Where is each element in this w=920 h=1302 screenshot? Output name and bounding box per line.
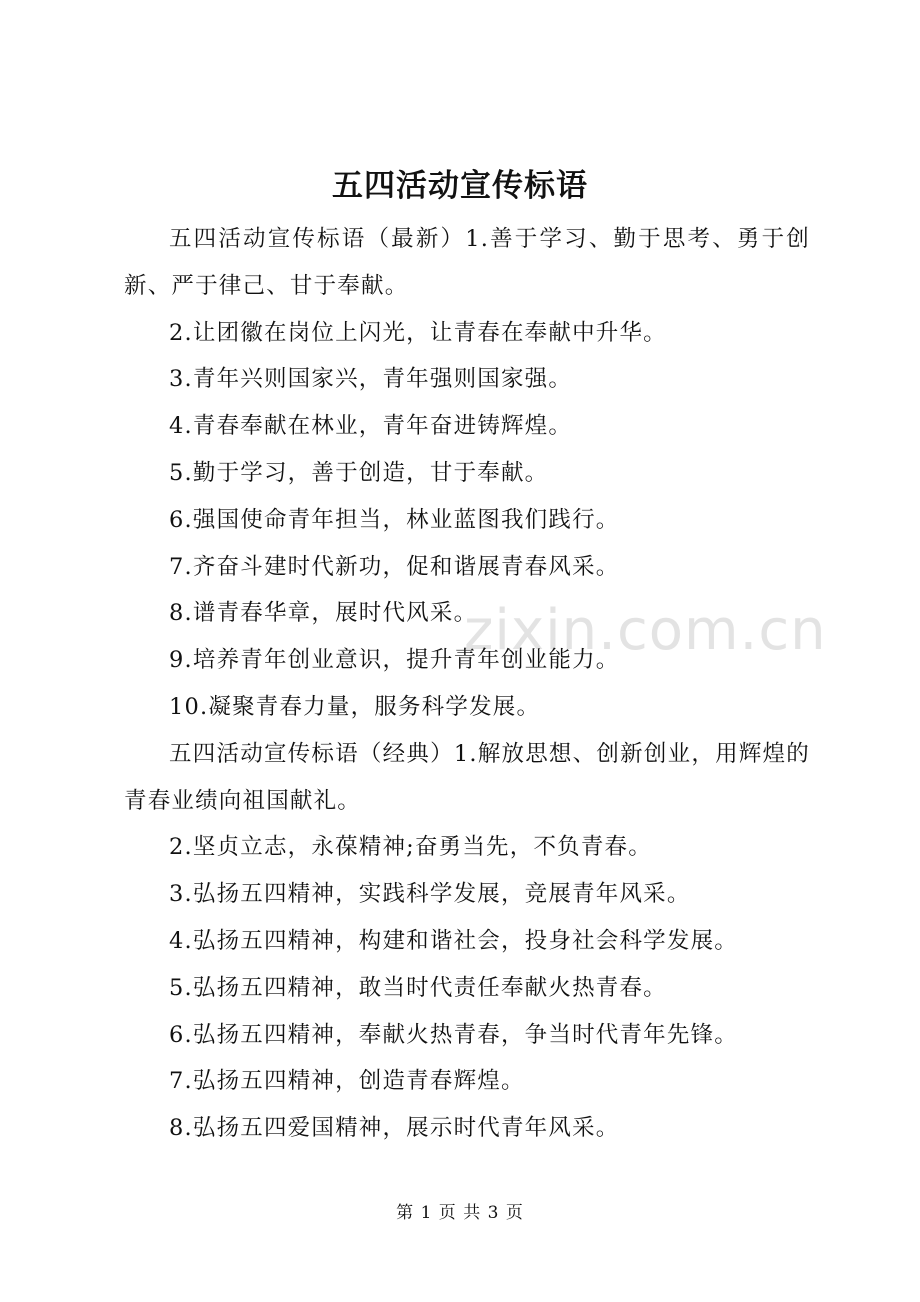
paragraph: 7.弘扬五四精神，创造青春辉煌。 (169, 1068, 525, 1095)
paragraph: 五四活动宣传标语（经典）1.解放思想、创新创业，用辉煌的青春业绩向祖国献礼。 (124, 740, 810, 814)
page-footer: 第 1 页 共 3 页 (396, 1203, 524, 1223)
paragraph: 2.让团徽在岗位上闪光，让青春在奉献中升华。 (169, 319, 667, 346)
paragraph: 6.弘扬五四精神，奉献火热青春，争当时代青年先锋。 (169, 1021, 738, 1048)
paragraph: 8.谱青春华章，展时代风采。 (169, 600, 478, 627)
paragraph: 5.勤于学习，善于创造，甘于奉献。 (169, 459, 549, 486)
paragraph: 7.齐奋斗建时代新功，促和谐展青春风采。 (169, 553, 620, 580)
watermark: zixin.com.cn (464, 598, 827, 663)
paragraph: 4.弘扬五四精神，构建和谐社会，投身社会科学发展。 (169, 927, 738, 954)
paragraph: 9.培养青年创业意识，提升青年创业能力。 (169, 647, 620, 674)
paragraph: 3.青年兴则国家兴，青年强则国家强。 (169, 366, 573, 393)
paragraph: 5.弘扬五四精神，敢当时代责任奉献火热青春。 (169, 974, 667, 1001)
paragraph: 2.坚贞立志，永葆精神;奋勇当先，不负青春。 (169, 834, 652, 861)
document-body (124, 216, 810, 1152)
paragraph: 3.弘扬五四精神，实践科学发展，竞展青年风采。 (169, 881, 691, 908)
paragraph: 8.弘扬五四爱国精神，展示时代青年风采。 (169, 1115, 620, 1142)
paragraph: 6.强国使命青年担当，林业蓝图我们践行。 (169, 506, 620, 533)
document-title: 五四活动宣传标语 (332, 168, 588, 204)
paragraph: 五四活动宣传标语（最新）1.善于学习、勤于思考、勇于创新、严于律己、甘于奉献。 (124, 226, 810, 299)
paragraph: 10.凝聚青春力量，服务科学发展。 (169, 693, 541, 720)
paragraph: 4.青春奉献在林业，青年奋进铸辉煌。 (169, 413, 573, 440)
